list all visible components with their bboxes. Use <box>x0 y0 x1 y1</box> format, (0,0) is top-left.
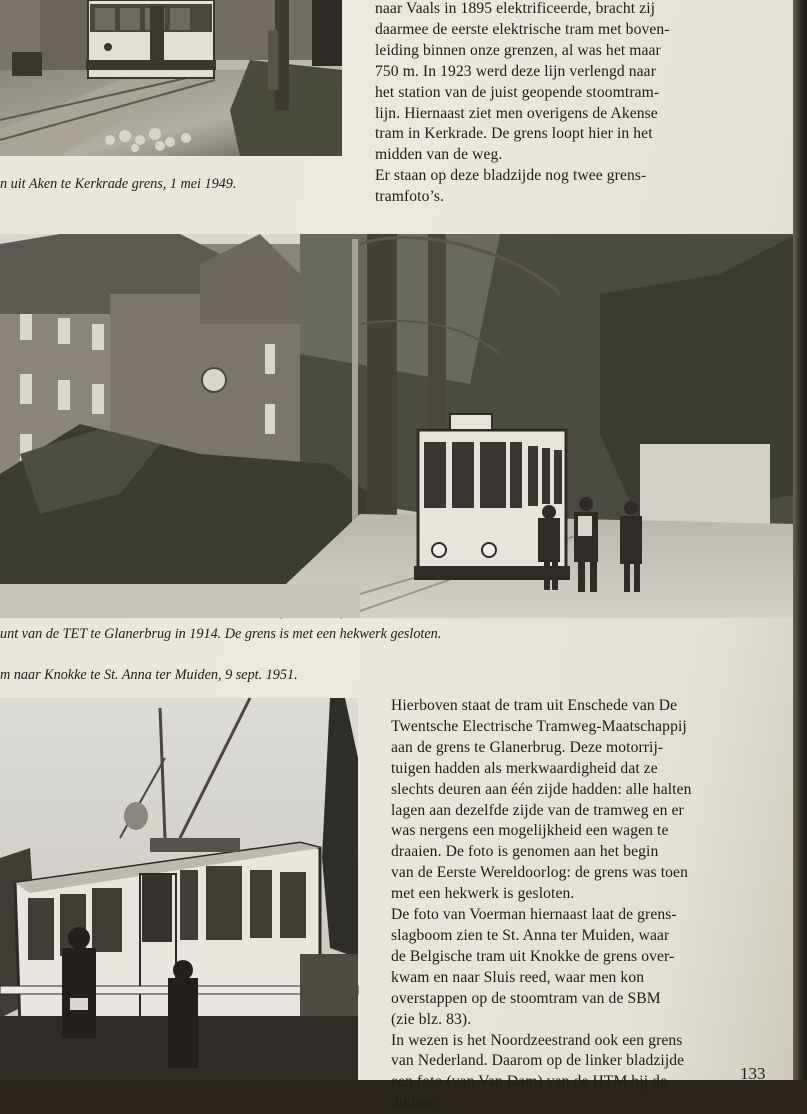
text-line: Twentsche Electrische Tramweg-Maatschappij <box>391 717 687 735</box>
caption-glanerbrug: unt van de TET te Glanerbrug in 1914. De grens is met een hekwerk gesloten. <box>0 626 442 642</box>
text-line: De foto van Voerman hiernaast laat de grens- <box>391 906 677 924</box>
text-line: 750 m. In 1923 werd deze lijn verlengd naar <box>375 62 656 80</box>
text-line: aan de grens te Glanerbrug. Deze motorrij- <box>391 738 664 756</box>
photo-st-anna-image <box>0 698 358 1080</box>
text-line: was nergens een mogelijkheid een wagen te <box>391 822 669 840</box>
text-line: (zie blz. 83). <box>391 1010 472 1028</box>
text-line: In wezen is het Noordzeestrand ook een grens <box>391 1031 683 1049</box>
text-line: lagen aan dezelfde zijde van de tramweg en er <box>391 801 684 819</box>
text-line: de Belgische tram uit Knokke de grens over- <box>391 947 675 965</box>
text-line: Er staan op deze bladzijde nog twee grens- <box>375 167 647 185</box>
text-line: van de Eerste Wereldoorlog: de grens was toen <box>391 864 688 882</box>
intro-paragraph <box>375 0 775 208</box>
text-line: lijn. Hiernaast ziet men overigens de Akense <box>375 104 658 122</box>
text-line: een foto (van Van Dam) van de HTM bij de <box>391 1073 668 1091</box>
caption-kerkrade: n uit Aken te Kerkrade grens, 1 mei 1949. <box>0 176 237 192</box>
text-line: slagboom zien te St. Anna ter Muiden, waar <box>391 926 670 944</box>
text-line: tramfoto’s. <box>375 188 445 206</box>
text-line: tuigen hadden als merkwaardigheid dat ze <box>391 759 658 777</box>
book-spine-shadow <box>793 0 807 1080</box>
text-line: duinen. <box>391 1094 439 1112</box>
text-line: tram in Kerkrade. De grens loopt hier in het <box>375 125 653 143</box>
text-line: van Nederland. Daarom op de linker bladzijde <box>391 1052 685 1070</box>
caption-st-anna-ter-muiden: m naar Knokke te St. Anna ter Muiden, 9 sept. 1951. <box>0 667 298 683</box>
photo-st-anna-tram <box>0 698 358 1080</box>
photo-glanerbrug-image <box>0 234 797 618</box>
text-line: met een hekwerk is gesloten. <box>391 885 575 903</box>
page-number: 133 <box>740 1064 766 1083</box>
text-line: midden van de weg. <box>375 146 503 164</box>
photo-kerkrade-image <box>0 0 342 156</box>
text-line: draaien. De foto is genomen aan het begin <box>391 843 659 861</box>
text-line: overstappen op de stoomtram van de SBM <box>391 989 661 1007</box>
text-line: leiding binnen onze grenzen, al was het maar <box>375 41 661 59</box>
main-paragraph <box>391 696 786 1114</box>
text-line: slechts deuren aan één zijde hadden: alle halten <box>391 780 692 798</box>
text-line: kwam en naar Sluis reed, waar men kon <box>391 968 645 986</box>
photo-kerkrade-tram <box>0 0 342 156</box>
text-line: Hierboven staat de tram uit Enschede van De <box>391 697 678 714</box>
text-line: daarmee de eerste elektrische tram met boven- <box>375 20 670 38</box>
photo-glanerbrug-tram <box>0 234 797 618</box>
text-line: naar Vaals in 1895 elektrificeerde, bracht zij <box>375 0 656 17</box>
text-line: het station van de juist geopende stoomtram- <box>375 83 660 101</box>
